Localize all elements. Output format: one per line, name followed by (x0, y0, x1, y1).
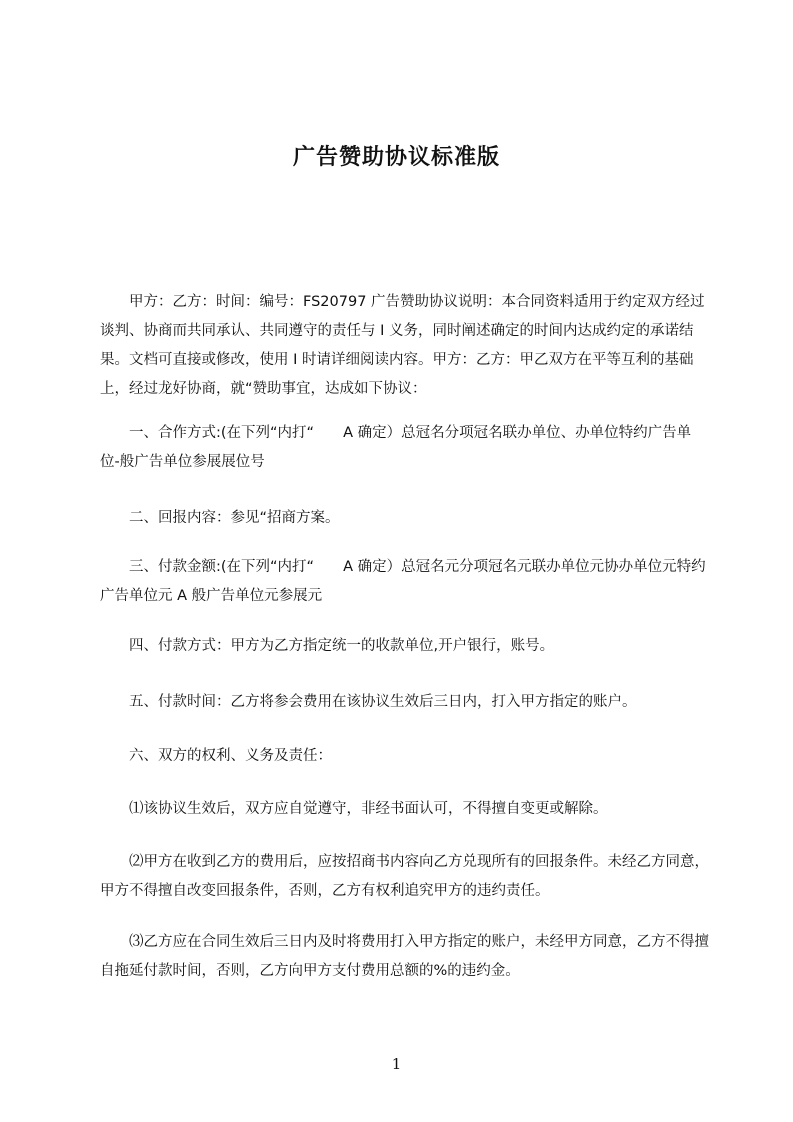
clause-cooperation: 一、合作方式:(在下列“内打“ A 确定）总冠名分项冠名联办单位、办单位特约广告单位-般广告单位参展展位号 (100, 425, 692, 470)
clause-payment-amount: 三、付款金额:(在下列“内打“ A 确定）总冠名元分项冠名元联办单位元协办单位元特约广告单位元 A 般广告单位元参展元 (100, 559, 706, 604)
clause-item-3: ⑶乙方应在合同生效后三日内及时将费用打入甲方指定的账户，未经甲方同意，乙方不得擅自拖延付款时间，否则，乙方向甲方支付费用总额的%的违约金。 (100, 934, 709, 979)
clause-returns: 二、回报内容：参见“招商方案。 (100, 510, 340, 526)
clause-item-2: ⑵甲方在收到乙方的费用后，应按招商书内容向乙方兑现所有的回报条件。未经乙方同意，甲方不得擅自改变回报条件，否则，乙方有权利追究甲方的违约责任。 (100, 854, 709, 899)
document-title: 广告赞助协议标准版 (292, 145, 500, 170)
intro-paragraph: 甲方：乙方：时间：编号：FS20797 广告赞助协议说明：本合同资料适用于约定双方经过谈判、协商而共同承认、共同遵守的责任与 I 义务，同时阐述确定的时间内达成约定的承诺结果。文档可直接或修改，使用 I 时请详细阅读内容。甲方：乙方：甲乙双方在平等互利的基础上，经过龙好协商，就“赞助事宜，达成如下协议： (100, 294, 705, 397)
clause-payment-method: 四、付款方式：甲方为乙方指定统一的收款单位,开户银行，账号。 (100, 638, 555, 654)
clause-rights-heading: 六、双方的权利、义务及责任： (100, 748, 332, 764)
clause-item-1: ⑴该协议生效后，双方应自觉遵守，非经书面认可，不得擅自变更或解除。 (100, 801, 608, 817)
page-number: 1 (391, 1055, 402, 1073)
clause-payment-time: 五、付款时间：乙方将参会费用在该协议生效后三日内，打入甲方指定的账户。 (100, 694, 637, 710)
